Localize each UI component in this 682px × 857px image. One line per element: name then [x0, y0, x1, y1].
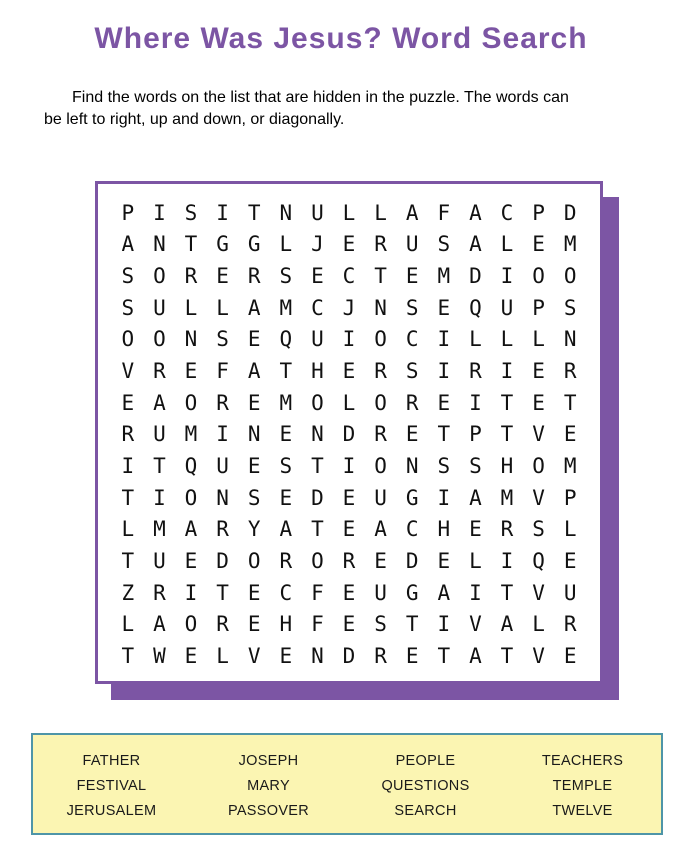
- grid-cell: A: [405, 200, 419, 225]
- grid-cell: F: [311, 580, 324, 605]
- word-bank-column: [190, 749, 347, 833]
- grid-cell: P: [532, 200, 545, 225]
- grid-cell: H: [279, 612, 293, 637]
- grid-cell: Q: [532, 549, 545, 574]
- grid-cell: O: [374, 454, 387, 479]
- grid-cell: S: [121, 295, 135, 320]
- grid-cell: N: [247, 422, 261, 447]
- grid-cell: T: [500, 580, 514, 605]
- grid-cell: T: [216, 580, 229, 605]
- grid-cell: E: [247, 454, 261, 479]
- grid-cell: I: [153, 485, 166, 510]
- grid-cell: E: [563, 644, 577, 669]
- grid-cell: J: [342, 295, 356, 320]
- grid-cell: E: [184, 644, 198, 669]
- grid-cell: L: [469, 327, 482, 352]
- grid-cell: E: [342, 580, 356, 605]
- grid-cell: O: [153, 327, 166, 352]
- grid-cell: L: [500, 232, 514, 257]
- grid-cell: I: [500, 549, 514, 574]
- instructions-text: [44, 87, 650, 131]
- word-bank-column: [347, 749, 504, 833]
- grid-cell: D: [405, 549, 419, 574]
- word-search-grid-letters: [98, 184, 600, 681]
- grid-cell: S: [563, 295, 577, 320]
- word-bank-word: PEOPLE: [395, 753, 456, 769]
- grid-cell: S: [437, 454, 451, 479]
- grid-cell: U: [311, 327, 324, 352]
- grid-cell: U: [153, 295, 166, 320]
- grid-cell: C: [500, 200, 514, 225]
- grid-cell: M: [153, 517, 166, 542]
- grid-cell: L: [121, 517, 135, 542]
- grid-cell: S: [247, 485, 261, 510]
- grid-cell: O: [311, 549, 324, 574]
- grid-cell: E: [342, 612, 356, 637]
- grid-cell: A: [500, 612, 514, 637]
- word-bank-word: JOSEPH: [238, 753, 299, 769]
- grid-cell: A: [469, 232, 482, 257]
- grid-cell: R: [563, 612, 577, 637]
- grid-cell: M: [184, 422, 198, 447]
- grid-cell: E: [247, 580, 261, 605]
- grid-cell: O: [374, 327, 387, 352]
- grid-cell: G: [247, 232, 261, 257]
- grid-cell: N: [563, 327, 577, 352]
- grid-cell: P: [121, 200, 135, 225]
- grid-cell: D: [342, 422, 356, 447]
- grid-cell: L: [469, 549, 482, 574]
- grid-cell: O: [184, 612, 198, 637]
- grid-cell: E: [532, 232, 545, 257]
- grid-cell: S: [374, 612, 387, 637]
- grid-cell: I: [469, 580, 482, 605]
- grid-cell: S: [279, 264, 293, 289]
- grid-cell: I: [342, 454, 356, 479]
- grid-cell: L: [532, 327, 545, 352]
- grid-cell: D: [469, 264, 482, 289]
- grid-cell: A: [374, 517, 387, 542]
- grid-cell: C: [342, 264, 356, 289]
- grid-cell: A: [469, 485, 482, 510]
- grid-cell: S: [405, 295, 419, 320]
- grid-cell: V: [469, 612, 482, 637]
- grid-cell: I: [184, 580, 198, 605]
- grid-cell: I: [216, 200, 229, 225]
- grid-cell: E: [216, 264, 229, 289]
- grid-cell: Q: [469, 295, 482, 320]
- instructions-line-1: Find the words on the list that are hidden in the puzzle. The words can: [72, 89, 569, 106]
- grid-cell: R: [121, 422, 135, 447]
- grid-cell: E: [247, 327, 261, 352]
- word-bank-word: JERUSALEM: [66, 803, 157, 819]
- grid-cell: A: [279, 517, 293, 542]
- grid-cell: O: [532, 264, 545, 289]
- grid-cell: W: [153, 644, 166, 669]
- grid-cell: C: [405, 517, 419, 542]
- grid-cell: I: [437, 359, 451, 384]
- grid-cell: Y: [247, 517, 261, 542]
- grid-cell: T: [184, 232, 198, 257]
- grid-cell: R: [153, 359, 166, 384]
- grid-cell: E: [121, 390, 135, 415]
- grid-cell: L: [532, 612, 545, 637]
- grid-cell: T: [311, 517, 324, 542]
- grid-cell: L: [279, 232, 293, 257]
- grid-cell: T: [405, 612, 419, 637]
- grid-cell: I: [342, 327, 356, 352]
- grid-cell: I: [437, 612, 451, 637]
- grid-cell: E: [184, 359, 198, 384]
- grid-cell: I: [437, 327, 451, 352]
- grid-cell: F: [437, 200, 451, 225]
- grid-cell: A: [153, 390, 166, 415]
- grid-cell: V: [532, 422, 545, 447]
- word-search-grid: [95, 181, 603, 684]
- grid-cell: P: [563, 485, 577, 510]
- word-bank-word: SEARCH: [394, 803, 457, 819]
- grid-cell: E: [405, 422, 419, 447]
- grid-cell: S: [532, 517, 545, 542]
- grid-cell: T: [500, 644, 514, 669]
- grid-cell: E: [342, 232, 356, 257]
- grid-cell: T: [500, 390, 514, 415]
- grid-cell: E: [247, 612, 261, 637]
- grid-cell: U: [374, 580, 387, 605]
- grid-cell: M: [563, 232, 577, 257]
- grid-cell: T: [153, 454, 166, 479]
- grid-cell: V: [532, 580, 545, 605]
- grid-cell: T: [563, 390, 577, 415]
- grid-cell: V: [247, 644, 261, 669]
- grid-cell: O: [563, 264, 577, 289]
- grid-cell: A: [247, 295, 261, 320]
- grid-cell: I: [500, 359, 514, 384]
- grid-cell: L: [342, 200, 356, 225]
- grid-cell: O: [374, 390, 387, 415]
- grid-cell: R: [247, 264, 261, 289]
- grid-cell: L: [121, 612, 135, 637]
- grid-cell: F: [216, 359, 229, 384]
- grid-cell: M: [279, 390, 293, 415]
- grid-cell: D: [563, 200, 577, 225]
- grid-cell: U: [216, 454, 229, 479]
- grid-cell: S: [469, 454, 482, 479]
- grid-cell: U: [563, 580, 577, 605]
- grid-cell: L: [500, 327, 514, 352]
- grid-cell: U: [153, 422, 166, 447]
- grid-cell: A: [469, 200, 482, 225]
- grid-cell: R: [374, 644, 387, 669]
- grid-cell: P: [532, 295, 545, 320]
- grid-cell: H: [437, 517, 451, 542]
- grid-cell: E: [279, 485, 293, 510]
- grid-cell: I: [121, 454, 135, 479]
- grid-cell: M: [563, 454, 577, 479]
- grid-cell: U: [153, 549, 166, 574]
- grid-cell: L: [216, 295, 229, 320]
- word-bank-word: MARY: [247, 778, 290, 794]
- grid-cell: R: [279, 549, 293, 574]
- grid-cell: E: [342, 517, 356, 542]
- grid-cell: R: [374, 422, 387, 447]
- grid-cell: E: [342, 485, 356, 510]
- grid-cell: I: [469, 390, 482, 415]
- grid-cell: L: [184, 295, 198, 320]
- grid-cell: E: [247, 390, 261, 415]
- grid-cell: T: [500, 422, 514, 447]
- grid-cell: E: [184, 549, 198, 574]
- grid-cell: C: [279, 580, 293, 605]
- grid-cell: U: [311, 200, 324, 225]
- grid-cell: O: [153, 264, 166, 289]
- grid-cell: E: [342, 359, 356, 384]
- grid-cell: V: [532, 485, 545, 510]
- grid-cell: M: [279, 295, 293, 320]
- grid-cell: I: [153, 200, 166, 225]
- grid-cell: E: [469, 517, 482, 542]
- grid-cell: D: [342, 644, 356, 669]
- grid-cell: U: [405, 232, 419, 257]
- grid-cell: F: [311, 612, 324, 637]
- grid-cell: R: [216, 390, 229, 415]
- grid-cell: O: [247, 549, 261, 574]
- word-bank-column: [504, 749, 661, 833]
- grid-cell: L: [216, 644, 229, 669]
- word-bank-word: FATHER: [82, 753, 141, 769]
- grid-cell: D: [311, 485, 324, 510]
- word-bank-word: QUESTIONS: [381, 778, 470, 794]
- grid-cell: L: [374, 200, 387, 225]
- grid-cell: R: [216, 612, 229, 637]
- grid-cell: E: [563, 549, 577, 574]
- grid-cell: T: [279, 359, 293, 384]
- grid-cell: E: [532, 390, 545, 415]
- grid-cell: L: [342, 390, 356, 415]
- grid-cell: C: [311, 295, 324, 320]
- grid-cell: O: [311, 390, 324, 415]
- grid-cell: T: [374, 264, 387, 289]
- grid-cell: U: [500, 295, 514, 320]
- grid-cell: H: [311, 359, 324, 384]
- grid-cell: A: [437, 580, 451, 605]
- grid-cell: J: [311, 232, 324, 257]
- grid-cell: V: [532, 644, 545, 669]
- grid-cell: T: [121, 644, 135, 669]
- grid-cell: R: [469, 359, 482, 384]
- grid-cell: E: [437, 549, 451, 574]
- grid-cell: E: [279, 422, 293, 447]
- page-title: Where Was Jesus? Word Search: [94, 22, 588, 55]
- grid-cell: A: [184, 517, 198, 542]
- grid-cell: O: [184, 390, 198, 415]
- grid-cell: R: [342, 549, 356, 574]
- grid-cell: R: [563, 359, 577, 384]
- grid-cell: O: [532, 454, 545, 479]
- grid-cell: U: [374, 485, 387, 510]
- grid-cell: G: [405, 485, 419, 510]
- word-bank-word: TEMPLE: [552, 778, 613, 794]
- grid-cell: T: [247, 200, 261, 225]
- grid-cell: Q: [279, 327, 293, 352]
- grid-cell: M: [500, 485, 514, 510]
- grid-cell: N: [184, 327, 198, 352]
- grid-cell: N: [153, 232, 166, 257]
- grid-cell: E: [405, 644, 419, 669]
- grid-cell: N: [311, 422, 324, 447]
- grid-cell: R: [153, 580, 166, 605]
- grid-cell: R: [405, 390, 419, 415]
- grid-cell: C: [405, 327, 419, 352]
- grid-cell: E: [279, 644, 293, 669]
- grid-cell: S: [184, 200, 198, 225]
- grid-cell: T: [121, 485, 135, 510]
- grid-cell: N: [311, 644, 324, 669]
- grid-cell: H: [500, 454, 514, 479]
- word-bank-word: TEACHERS: [541, 753, 624, 769]
- grid-cell: T: [437, 644, 451, 669]
- word-bank-word: FESTIVAL: [76, 778, 147, 794]
- grid-cell: E: [437, 295, 451, 320]
- grid-cell: S: [216, 327, 229, 352]
- grid-cell: I: [216, 422, 229, 447]
- grid-cell: T: [437, 422, 451, 447]
- grid-cell: G: [216, 232, 229, 257]
- grid-cell: L: [563, 517, 577, 542]
- grid-cell: N: [374, 295, 387, 320]
- grid-cell: D: [216, 549, 229, 574]
- grid-cell: S: [437, 232, 451, 257]
- grid-cell: A: [469, 644, 482, 669]
- word-bank-word: TWELVE: [552, 803, 613, 819]
- grid-cell: V: [121, 359, 135, 384]
- instructions-line-2: be left to right, up and down, or diagonally.: [44, 111, 345, 128]
- grid-cell: R: [374, 232, 387, 257]
- grid-cell: S: [279, 454, 293, 479]
- word-bank-column: [33, 749, 190, 833]
- grid-cell: I: [500, 264, 514, 289]
- word-bank-word: PASSOVER: [227, 803, 310, 819]
- grid-cell: O: [121, 327, 135, 352]
- grid-cell: R: [500, 517, 514, 542]
- grid-cell: Z: [121, 580, 135, 605]
- grid-cell: A: [247, 359, 261, 384]
- grid-cell: R: [184, 264, 198, 289]
- grid-cell: A: [153, 612, 166, 637]
- word-bank: [31, 733, 663, 835]
- grid-cell: P: [469, 422, 482, 447]
- grid-cell: N: [405, 454, 419, 479]
- grid-cell: M: [437, 264, 451, 289]
- grid-cell: S: [121, 264, 135, 289]
- grid-cell: R: [216, 517, 229, 542]
- grid-cell: N: [279, 200, 293, 225]
- grid-cell: Q: [184, 454, 198, 479]
- grid-cell: I: [437, 485, 451, 510]
- grid-cell: E: [437, 390, 451, 415]
- grid-cell: T: [311, 454, 324, 479]
- grid-cell: T: [121, 549, 135, 574]
- grid-cell: O: [184, 485, 198, 510]
- grid-cell: E: [311, 264, 324, 289]
- grid-cell: N: [216, 485, 229, 510]
- grid-cell: G: [405, 580, 419, 605]
- grid-cell: E: [532, 359, 545, 384]
- grid-cell: E: [405, 264, 419, 289]
- grid-cell: E: [563, 422, 577, 447]
- grid-cell: E: [374, 549, 387, 574]
- grid-cell: S: [405, 359, 419, 384]
- grid-cell: A: [121, 232, 135, 257]
- grid-cell: R: [374, 359, 387, 384]
